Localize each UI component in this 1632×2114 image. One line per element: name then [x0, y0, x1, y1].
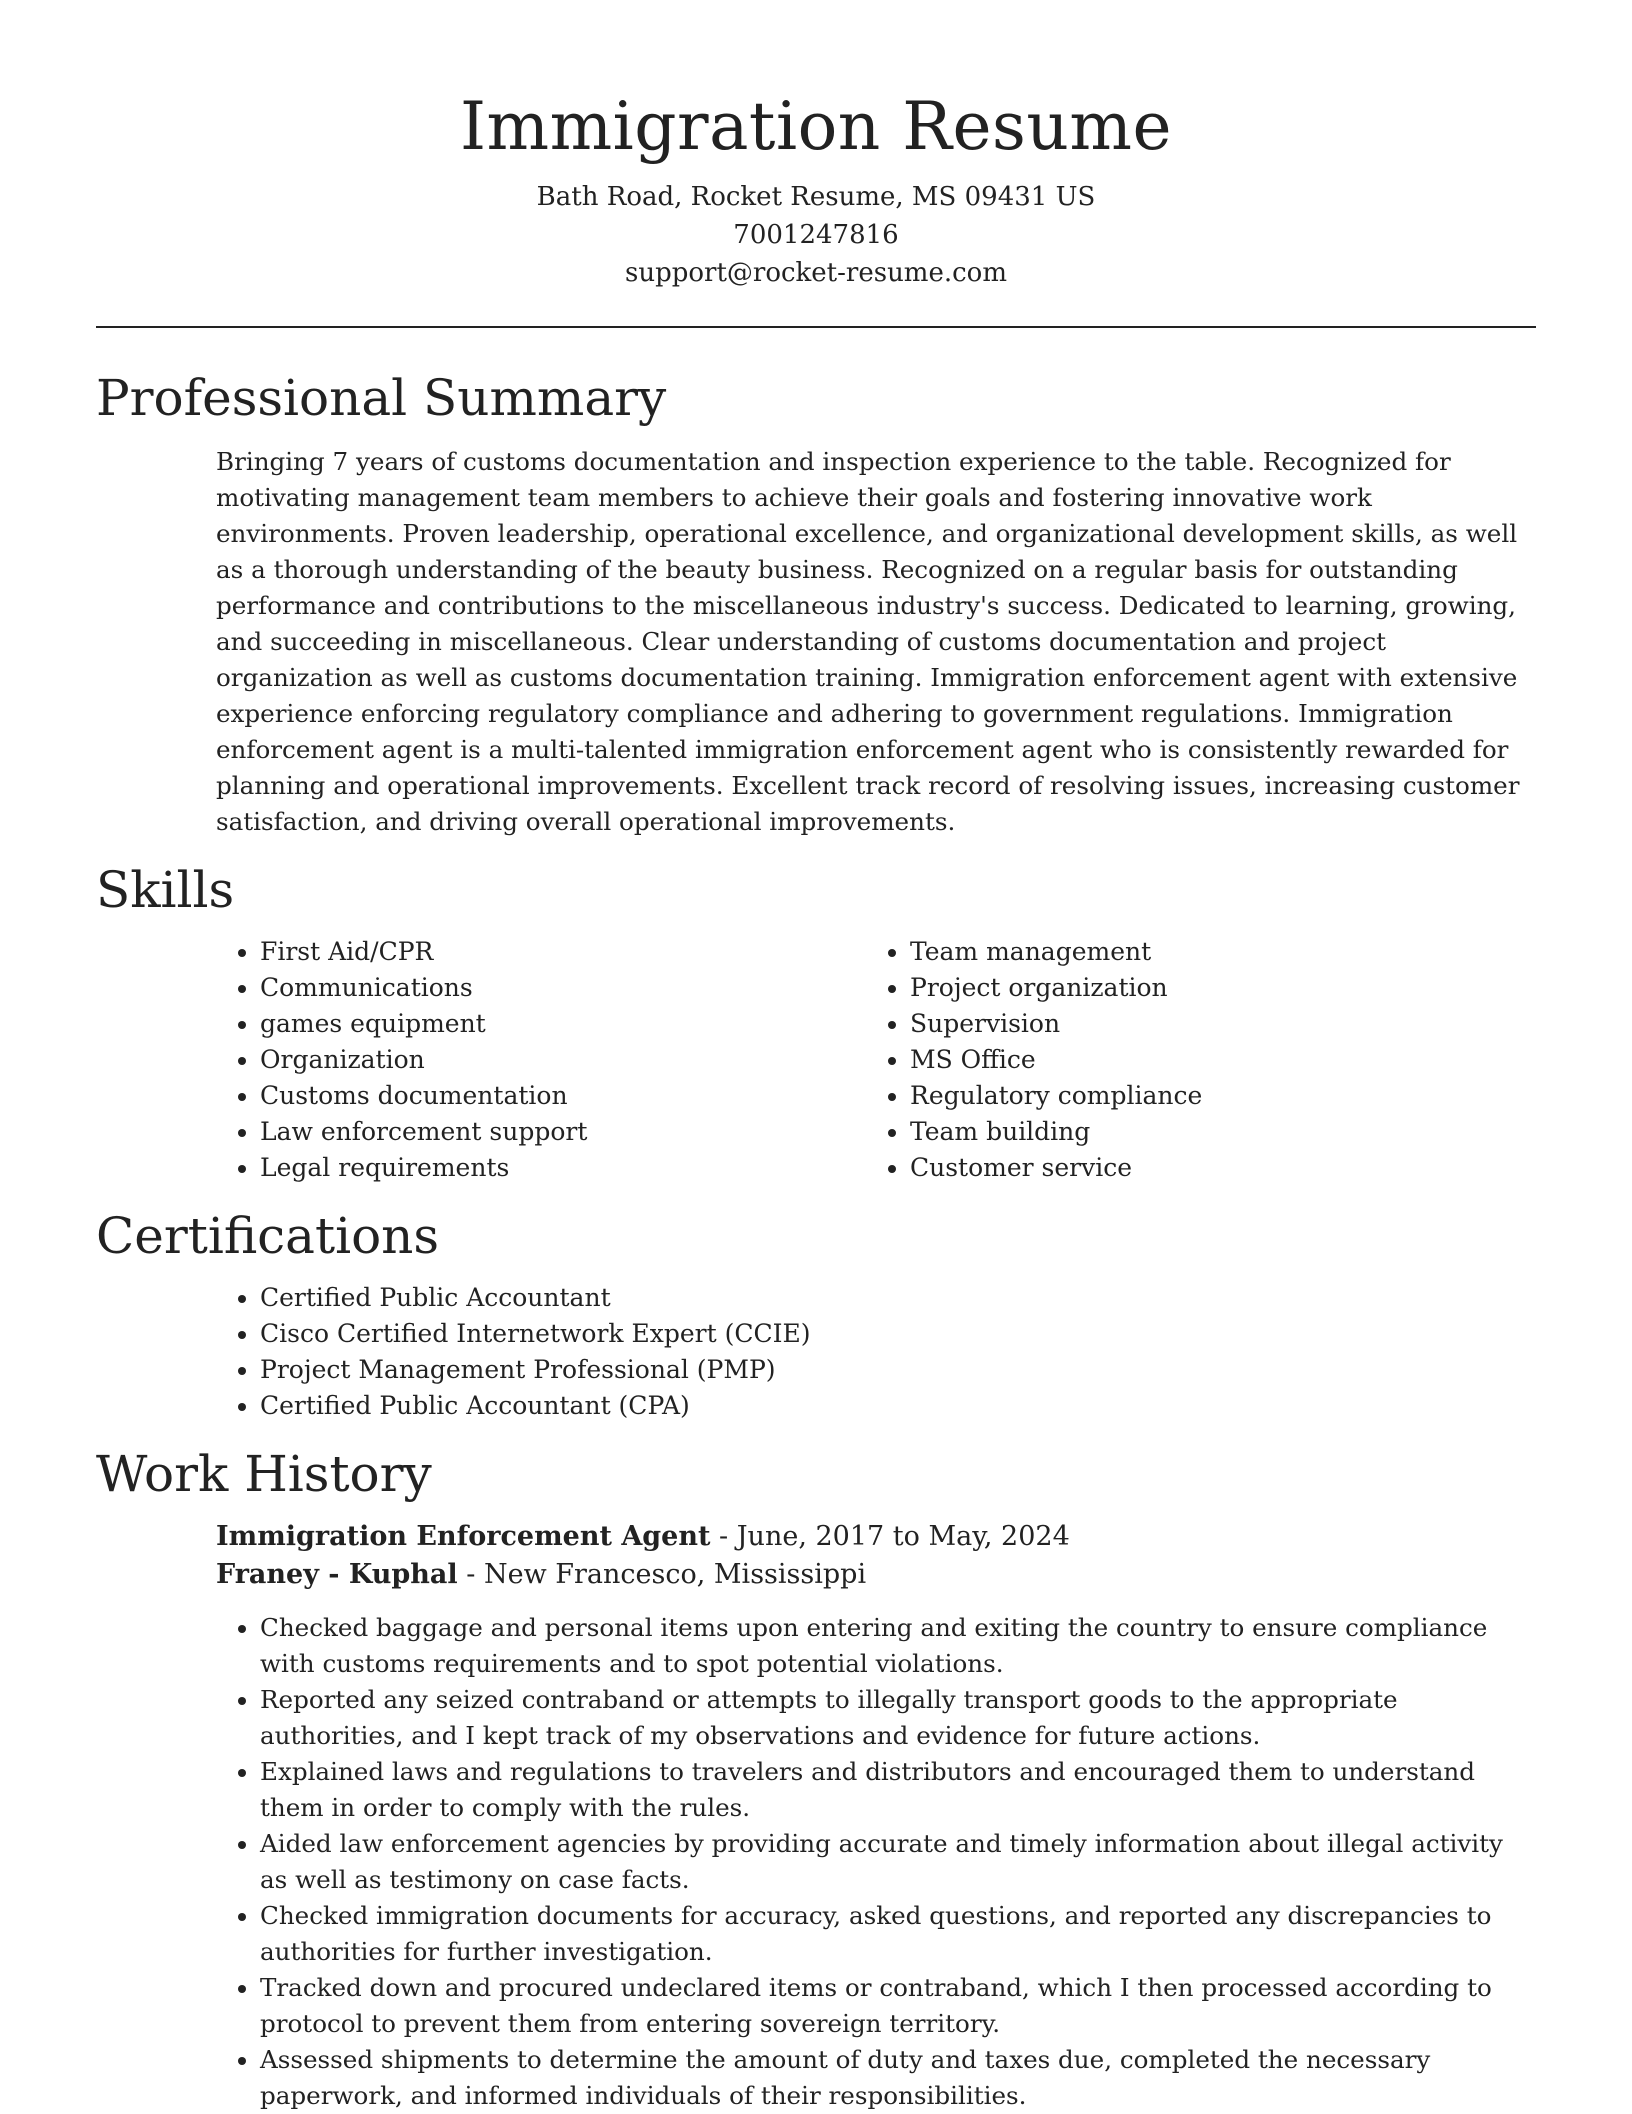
- skill-item: • Customs documentation: [260, 1078, 866, 1114]
- certifications-heading: Certifications: [96, 1207, 440, 1265]
- certification-item: • Certified Public Accountant (CPA): [260, 1388, 1536, 1424]
- skills-heading: Skills: [96, 861, 235, 919]
- skill-item: • Legal requirements: [260, 1150, 866, 1186]
- job-responsibility-item: • Explained laws and regulations to travelers and distributors and encouraged them to understand them in order to comply with the rules.: [260, 1754, 1536, 1826]
- job-responsibility-item: • Aided law enforcement agencies by providing accurate and timely information about illegal activity as well as testimony on case facts.: [260, 1826, 1536, 1898]
- skills-list-left: [216, 934, 866, 1186]
- skill-item: • games equipment: [260, 1006, 866, 1042]
- skills-section: [96, 858, 1536, 1186]
- professional-summary-heading: Professional Summary: [96, 369, 667, 427]
- professional-summary-text: Bringing 7 years of customs documentation and inspection experience to the table. Recognized for motivating management team members to achieve their goals and fostering innovative work environments. Proven leadership, operational excellence, and organizational development skills, as well as a thorough understanding of the beauty business. Recognized on a regular basis for outstanding performance and contributions to the miscellaneous industry's success. Dedicated to learning, growing, and succeeding in miscellaneous. Clear understanding of customs documentation and project organization as well as customs documentation training. Immigration enforcement agent with extensive experience enforcing regulatory compliance and adhering to government regulations. Immigration enforcement agent is a multi-talented immigration enforcement agent who is consistently rewarded for planning and operational improvements. Excellent track record of resolving issues, increasing customer satisfaction, and driving overall operational improvements.: [216, 447, 1520, 836]
- skill-item: • Law enforcement support: [260, 1114, 866, 1150]
- job-separator: -: [710, 1521, 737, 1552]
- job-separator: -: [457, 1559, 484, 1590]
- resume-title: Immigration Resume: [459, 88, 1173, 165]
- professional-summary-section: [96, 366, 1536, 840]
- job-responsibilities-list: [216, 1610, 1536, 2114]
- job-responsibility-item: • Checked baggage and personal items upon entering and exiting the country to ensure compliance with customs requirements and to spot potential violations.: [260, 1610, 1536, 1682]
- skill-item: • Communications: [260, 970, 866, 1006]
- resume-header: [96, 0, 1536, 292]
- work-history-heading: Work History: [96, 1445, 432, 1503]
- skill-item: • Team management: [910, 934, 1516, 970]
- skill-item: • First Aid/CPR: [260, 934, 866, 970]
- skill-item: • MS Office: [910, 1042, 1516, 1078]
- skill-item: • Project organization: [910, 970, 1516, 1006]
- contact-address: Bath Road, Rocket Resume, MS 09431 US: [536, 182, 1096, 212]
- skill-item: • Team building: [910, 1114, 1516, 1150]
- job-responsibility-item: • Tracked down and procured undeclared items or contraband, which I then processed according to protocol to prevent them from entering sovereign territory.: [260, 1970, 1536, 2042]
- certifications-section: [96, 1204, 1536, 1424]
- certifications-list-wrap: [216, 1280, 1536, 1424]
- contact-phone: 7001247816: [733, 220, 899, 250]
- contact-email: support@rocket-resume.com: [624, 258, 1007, 288]
- certification-item: • Cisco Certified Internetwork Expert (CCIE): [260, 1316, 1536, 1352]
- resume-page: [96, 0, 1536, 2114]
- skill-item: • Organization: [260, 1042, 866, 1078]
- skills-columns: [216, 934, 1536, 1186]
- job-location: New Francesco, Mississippi: [483, 1559, 867, 1590]
- work-history-section: [96, 1442, 1536, 2114]
- skills-list-right: [866, 934, 1516, 1186]
- skill-item: • Customer service: [910, 1150, 1516, 1186]
- certification-item: • Certified Public Accountant: [260, 1280, 1536, 1316]
- job-company-line: [216, 1556, 1536, 1594]
- job-responsibility-item: • Reported any seized contraband or attempts to illegally transport goods to the appropriate authorities, and I kept track of my observations and evidence for future actions.: [260, 1682, 1536, 1754]
- skill-item: • Regulatory compliance: [910, 1078, 1516, 1114]
- job-position: Immigration Enforcement Agent: [216, 1521, 711, 1552]
- skill-item: • Supervision: [910, 1006, 1516, 1042]
- job-responsibility-item: • Assessed shipments to determine the amount of duty and taxes due, completed the necessary paperwork, and informed individuals of their responsibilities.: [260, 2042, 1536, 2114]
- job-company: Franey - Kuphal: [216, 1559, 458, 1590]
- certification-item: • Project Management Professional (PMP): [260, 1352, 1536, 1388]
- contact-block: [96, 178, 1536, 292]
- header-divider: [96, 326, 1536, 328]
- job-dates: June, 2017 to May, 2024: [736, 1521, 1070, 1552]
- job-responsibility-item: • Checked immigration documents for accuracy, asked questions, and reported any discrepancies to authorities for further investigation.: [260, 1898, 1536, 1970]
- certifications-list: [216, 1280, 1536, 1424]
- job-entry: [216, 1518, 1536, 2114]
- job-title-line: [216, 1518, 1536, 1556]
